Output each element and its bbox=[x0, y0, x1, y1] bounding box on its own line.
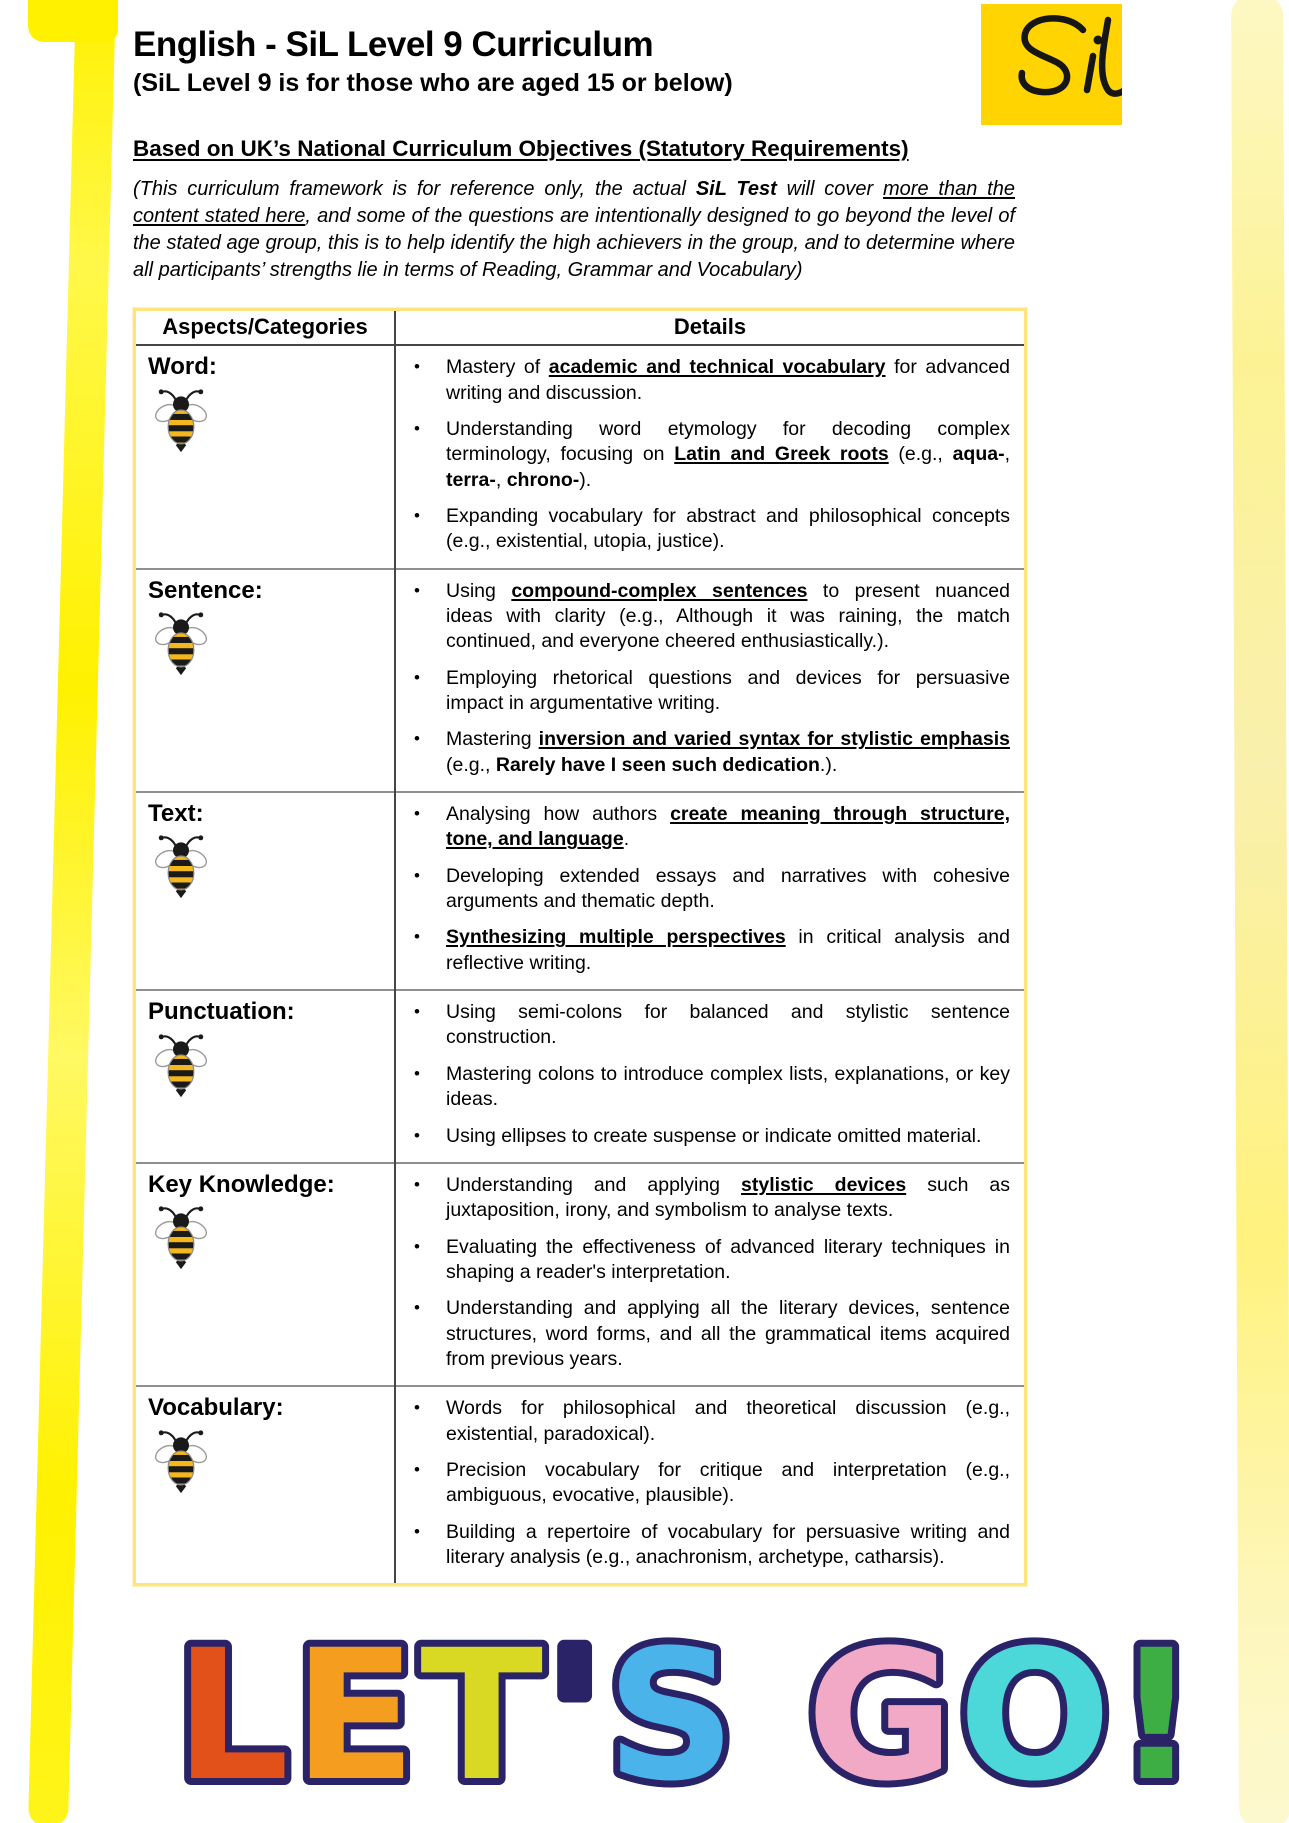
bee-icon bbox=[154, 610, 210, 681]
bullet-item bbox=[404, 802, 1014, 853]
bullet-item bbox=[404, 579, 1014, 655]
bullet-item bbox=[404, 355, 1014, 406]
bullet-marker: • bbox=[414, 804, 420, 824]
bullet-marker: • bbox=[414, 505, 420, 525]
bullet-text: Words for philosophical and theoretical discussion (e.g., existential, paradoxical). bbox=[446, 1397, 1010, 1445]
bullet-item bbox=[404, 1124, 1014, 1149]
bullet-text: Analysing how authors create meaning through structure, tone, and language. bbox=[446, 803, 1010, 851]
table-row bbox=[135, 569, 1026, 792]
table-row bbox=[135, 990, 1026, 1163]
bullet-text: Understanding and applying all the literary devices, sentence structures, word forms, and all the grammatical items acquired from previous years. bbox=[446, 1297, 1010, 1370]
bullet-item bbox=[404, 417, 1014, 493]
bullet-marker: • bbox=[414, 1398, 420, 1418]
bullet-marker: • bbox=[414, 1459, 420, 1479]
table-row bbox=[135, 1386, 1026, 1585]
table-row bbox=[135, 792, 1026, 990]
column-header-aspects: Aspects/Categories bbox=[135, 310, 396, 346]
page-title: English - SiL Level 9 Curriculum bbox=[133, 25, 654, 64]
bullet-item bbox=[404, 504, 1014, 555]
bullet-text: Understanding and applying stylistic devices such as juxtaposition, irony, and symbolism to analyse texts. bbox=[446, 1173, 1011, 1222]
row-details-cell bbox=[395, 1163, 1026, 1386]
bullet-marker: • bbox=[414, 1174, 420, 1194]
bullet-text: Mastery of academic and technical vocabulary for advanced writing and discussion. bbox=[446, 356, 1010, 404]
bullet-item bbox=[404, 727, 1014, 778]
bullet-item bbox=[404, 666, 1014, 717]
bullet-text: Using ellipses to create suspense or indicate omitted material. bbox=[446, 1124, 982, 1147]
bullet-marker: • bbox=[414, 1521, 420, 1541]
page-subtitle: (SiL Level 9 is for those who are aged 15 or below) bbox=[133, 68, 733, 97]
curriculum-table bbox=[133, 308, 1027, 1586]
row-category-title: Text: bbox=[148, 800, 204, 828]
bee-icon bbox=[154, 1204, 208, 1270]
bee-icon bbox=[154, 610, 208, 676]
bullet-item bbox=[404, 1173, 1014, 1224]
table-header-row bbox=[135, 310, 1026, 346]
bullet-text: Understanding word etymology for decoding complex terminology, focusing on Latin and Greek roots (e.g., aqua-, terra-, chrono-). bbox=[446, 417, 1010, 491]
bullet-marker: • bbox=[414, 927, 420, 947]
bullet-marker: • bbox=[414, 1002, 420, 1022]
row-category-cell bbox=[135, 1386, 396, 1585]
bee-icon bbox=[154, 387, 210, 458]
bee-icon bbox=[154, 1204, 210, 1275]
bullet-marker: • bbox=[414, 580, 420, 600]
bullet-marker: • bbox=[414, 1298, 420, 1318]
bee-icon bbox=[154, 387, 208, 453]
row-details-cell bbox=[395, 569, 1026, 792]
bullet-text: Employing rhetorical questions and devices for persuasive impact in argumentative writing. bbox=[446, 666, 1010, 715]
row-details-cell bbox=[395, 1386, 1026, 1585]
lets-go-bubble-letters bbox=[88, 1626, 1288, 1816]
bullet-item bbox=[404, 1520, 1014, 1571]
bee-icon bbox=[154, 833, 210, 904]
bullet-marker: • bbox=[414, 1236, 420, 1256]
row-details-cell bbox=[395, 792, 1026, 990]
row-category-cell bbox=[135, 569, 396, 792]
row-category-cell bbox=[135, 990, 396, 1163]
lets-go-banner bbox=[88, 1626, 1288, 1816]
section-heading: Based on UK’s National Curriculum Objectives (Statutory Requirements) bbox=[133, 135, 909, 161]
bee-icon bbox=[154, 1032, 210, 1103]
bullet-item bbox=[404, 864, 1014, 915]
bullet-item bbox=[404, 1000, 1014, 1051]
bullet-marker: • bbox=[414, 729, 420, 749]
bullet-item bbox=[404, 1235, 1014, 1286]
bee-icon bbox=[154, 1428, 208, 1494]
lets-go-text: LET'S GO! bbox=[174, 1626, 1202, 1816]
bullet-marker: • bbox=[414, 1063, 420, 1083]
row-category-title: Punctuation: bbox=[148, 998, 295, 1026]
bullet-marker: • bbox=[414, 1125, 420, 1145]
row-details-cell bbox=[395, 990, 1026, 1163]
bullet-item bbox=[404, 1296, 1014, 1372]
bullet-item bbox=[404, 1458, 1014, 1509]
row-category-cell bbox=[135, 1163, 396, 1386]
row-details-cell bbox=[395, 345, 1026, 568]
bullet-item bbox=[404, 1062, 1014, 1113]
bullet-text: Building a repertoire of vocabulary for persuasive writing and literary analysis (e.g., anachronism, archetype, catharsis). bbox=[446, 1520, 1010, 1568]
bullet-text: Using semi-colons for balanced and stylistic sentence construction. bbox=[446, 1001, 1010, 1049]
row-category-cell bbox=[135, 345, 396, 568]
row-category-cell bbox=[135, 792, 396, 990]
bee-icon bbox=[154, 1032, 208, 1098]
bullet-text: Mastering colons to introduce complex lists, explanations, or key ideas. bbox=[446, 1062, 1010, 1111]
column-header-details: Details bbox=[395, 310, 1026, 346]
row-category-title: Word: bbox=[148, 353, 217, 381]
row-category-title: Key Knowledge: bbox=[148, 1170, 335, 1198]
yellow-highlight-stripe-left bbox=[28, 0, 116, 1823]
bullet-item bbox=[404, 1396, 1014, 1447]
bullet-text: Using compound-complex sentences to present nuanced ideas with clarity (e.g., Although it was raining, the match continued, and everyone cheered enthusiastically.). bbox=[446, 579, 1010, 653]
bullet-marker: • bbox=[414, 418, 420, 438]
bee-icon bbox=[154, 1428, 210, 1499]
table-row bbox=[135, 345, 1026, 568]
intro-paragraph: (This curriculum framework is for reference only, the actual SiL Test will cover more than the content stated here, and some of the questions are intentionally designed to go beyond the level of the stated age group, this is to help identify the high achievers in the group, and to determine where all participants’ strengths lie in terms of Reading, Grammar and Vocabulary) bbox=[133, 177, 1016, 282]
bullet-text: Expanding vocabulary for abstract and philosophical concepts (e.g., existential, utopia, justice). bbox=[446, 504, 1010, 553]
bullet-text: Precision vocabulary for critique and interpretation (e.g., ambiguous, evocative, plausible). bbox=[446, 1458, 1010, 1507]
bullet-text: Synthesizing multiple perspectives in critical analysis and reflective writing. bbox=[446, 926, 1010, 974]
row-category-title: Sentence: bbox=[148, 576, 263, 604]
bee-icon bbox=[154, 833, 208, 899]
document-content bbox=[133, 26, 1027, 1586]
yellow-highlight-stripe-right bbox=[1231, 0, 1289, 1823]
bullet-text: Developing extended essays and narratives with cohesive arguments and thematic depth. bbox=[446, 864, 1010, 913]
yellow-highlight-stripe-left-top bbox=[28, 0, 118, 42]
row-category-title: Vocabulary: bbox=[148, 1394, 284, 1422]
bullet-text: Mastering inversion and varied syntax for stylistic emphasis (e.g., Rarely have I seen such dedication.). bbox=[446, 728, 1010, 776]
bullet-marker: • bbox=[414, 357, 420, 377]
table-row bbox=[135, 1163, 1026, 1386]
bullet-marker: • bbox=[414, 865, 420, 885]
bullet-text: Evaluating the effectiveness of advanced literary techniques in shaping a reader's interpretation. bbox=[446, 1235, 1010, 1283]
bullet-item bbox=[404, 925, 1014, 976]
bullet-marker: • bbox=[414, 667, 420, 687]
